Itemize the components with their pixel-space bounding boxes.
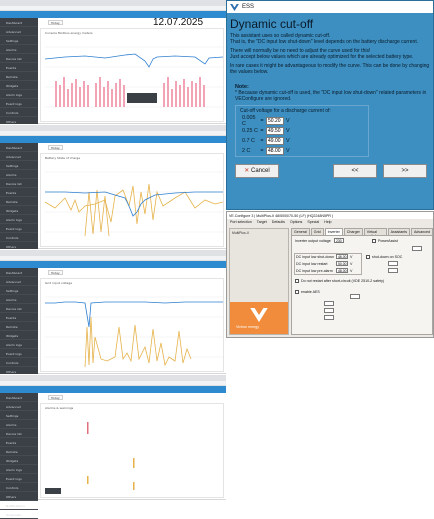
date-overlay: 12.07.2025: [153, 17, 204, 28]
cutoff-table-title: Cut-off voltage for a discharge current of:: [240, 108, 331, 114]
sidebar-item[interactable]: Alarms: [0, 170, 38, 179]
tab-charger[interactable]: Charger: [344, 228, 363, 240]
sidebar-item[interactable]: Dashboard: [0, 143, 38, 152]
aes-label: enable AES: [301, 290, 320, 294]
ess-intro-line: That is, the "DC input low shut-down" level depends on the battery discharge current.: [230, 39, 419, 45]
sidebar-item[interactable]: Settings: [0, 286, 38, 295]
victron-logo-icon: [230, 4, 239, 11]
energy-chart: [45, 37, 223, 119]
ess-intro-line: the values below.: [230, 69, 269, 75]
voltage-chart: [45, 287, 223, 369]
sidebar-item[interactable]: Widgets: [0, 331, 38, 340]
cutoff-voltage-input[interactable]: [266, 117, 284, 125]
no-restart-checkbox[interactable]: [295, 279, 299, 283]
aes-input-2[interactable]: [324, 301, 334, 306]
ess-intro-line: There will normally be no need to adjust the curve used for this!: [230, 48, 371, 54]
sidebar-item[interactable]: Event logs: [0, 224, 38, 233]
dc-shutdown-unit: V: [350, 255, 353, 259]
sidebar-item[interactable]: Device list: [0, 304, 38, 313]
sidebar-item[interactable]: Notifications: [0, 501, 38, 510]
sidebar-item[interactable]: Alarm logs: [0, 340, 38, 349]
output-voltage-input[interactable]: 230: [334, 238, 344, 243]
soc-chart: [45, 162, 223, 244]
vrm-content: [40, 395, 224, 498]
ve-configure-window: [226, 211, 434, 338]
sidebar-item[interactable]: Event logs: [0, 349, 38, 358]
device-panel: [229, 228, 289, 335]
dc-restart-label: DC input low restart: [296, 262, 328, 266]
chart-card: [40, 28, 224, 122]
sidebar-item[interactable]: Widgets: [0, 81, 38, 90]
cutoff-unit: V: [286, 137, 290, 144]
aes-input-4[interactable]: [324, 315, 334, 320]
ess-note-title: Note:: [235, 84, 249, 90]
sidebar-item[interactable]: Others: [0, 242, 38, 251]
menu-item[interactable]: Port selection: [230, 220, 252, 224]
cancel-button-label: Cancel: [251, 168, 270, 174]
powerassist-label: PowerAssist: [378, 239, 398, 243]
sidebar-item[interactable]: Alarm logs: [0, 90, 38, 99]
vrm-header: [0, 136, 226, 143]
sidebar-item[interactable]: Advanced: [0, 27, 38, 36]
tab-virtual-switch[interactable]: Virtual: [364, 228, 387, 240]
cutoff-voltage-input[interactable]: [266, 147, 284, 155]
sidebar-item[interactable]: Alarms: [0, 420, 38, 429]
sidebar-item[interactable]: Events: [0, 63, 38, 72]
vrm-header: [0, 386, 226, 393]
vrm-panel-soc: [0, 125, 226, 249]
vrm-content: [40, 20, 224, 122]
range-button[interactable]: Today: [48, 395, 63, 400]
sidebar-item[interactable]: Event logs: [0, 99, 38, 108]
menu-item[interactable]: Special: [307, 220, 320, 224]
soc-input-2[interactable]: [388, 268, 398, 273]
dc-prealarm-unit: V: [350, 269, 353, 273]
tab-inverter[interactable]: Inverter: [325, 228, 343, 240]
sidebar-item[interactable]: Remote: [0, 447, 38, 456]
vrm-sidebar: [0, 393, 38, 517]
sidebar-item[interactable]: Controls: [0, 233, 38, 242]
ess-intro-line: Just accept below values which are already optimized for the selected battery type.: [230, 54, 414, 60]
chart-title: Battery State of charge: [45, 156, 81, 160]
soc-shutdown-label: shut-down on SOC: [372, 255, 403, 259]
chart-title: Grid input voltage: [45, 281, 73, 285]
cutoff-voltage-input[interactable]: [266, 127, 284, 135]
sidebar-item[interactable]: Events: [0, 188, 38, 197]
blue-line: [45, 54, 223, 67]
sidebar-item[interactable]: Device list: [0, 54, 38, 63]
range-button[interactable]: Today: [48, 145, 63, 150]
menu-item[interactable]: Target: [256, 220, 267, 224]
range-button[interactable]: Today: [48, 20, 63, 25]
sidebar-item[interactable]: Controls: [0, 358, 38, 367]
chart-card: [40, 278, 224, 372]
ess-intro-line: This assistant uses so called dynamic cut-off.: [230, 33, 331, 39]
ess-window-title: ESS: [242, 4, 255, 10]
sidebar-item[interactable]: Advanced: [0, 152, 38, 161]
brand-banner: [230, 302, 288, 334]
cutoff-voltage-input[interactable]: [266, 137, 284, 145]
sidebar-item[interactable]: Remote: [0, 72, 38, 81]
cutoff-current: 0.25 C: [242, 127, 258, 134]
tooltip: [127, 93, 157, 103]
cutoff-row: [242, 136, 290, 145]
cancel-icon: ✕: [244, 168, 250, 174]
cutoff-current: 0.005 C: [242, 114, 256, 127]
dc-shutdown-label: DC input low shut-down: [296, 255, 334, 259]
soc-shutdown-checkbox[interactable]: [366, 255, 370, 259]
vrm-content: [40, 270, 224, 372]
ess-dialog: [226, 0, 434, 210]
alarm-chart: [45, 412, 223, 496]
sidebar-item[interactable]: Remote: [0, 197, 38, 206]
sidebar-item[interactable]: Device list: [0, 179, 38, 188]
victron-logo-icon: [250, 308, 268, 322]
sidebar-item[interactable]: Widgets: [0, 206, 38, 215]
aes-input-1[interactable]: [350, 294, 360, 299]
cutoff-unit: V: [286, 117, 290, 124]
vrm-content: [40, 145, 224, 247]
ess-heading: Dynamic cut-off: [230, 17, 314, 31]
menu-item[interactable]: Help: [324, 220, 332, 224]
sidebar-item[interactable]: Events: [0, 313, 38, 322]
sidebar-item[interactable]: Diagnostic: [0, 510, 38, 519]
sidebar-item[interactable]: Settings: [0, 36, 38, 45]
cutoff-row: [242, 116, 290, 125]
ve-configure-titlebar: VE.Configure 3 | MultiPlus-II 48/5000/70-50 (LF) (HQ2248N5PR ): [227, 212, 433, 219]
sidebar-item[interactable]: Alarms: [0, 45, 38, 54]
sidebar-item[interactable]: Others: [0, 492, 38, 501]
range-button[interactable]: Today: [48, 270, 63, 275]
cutoff-equals: =: [260, 117, 264, 124]
vrm-sidebar: [0, 268, 38, 374]
chart-card: [40, 403, 224, 498]
dc-restart-input[interactable]: 50.00: [338, 262, 347, 266]
powerassist-checkbox[interactable]: [372, 239, 376, 243]
sidebar-item[interactable]: Advanced: [0, 277, 38, 286]
next-button[interactable]: >>: [383, 164, 427, 178]
output-voltage-label: Inverter output voltage: [295, 239, 331, 243]
menu-item[interactable]: Options: [289, 220, 303, 224]
powerassist-value-input[interactable]: [412, 246, 422, 251]
sidebar-item[interactable]: Events: [0, 438, 38, 447]
cutoff-current: 0.7 C: [242, 137, 255, 144]
sidebar-item[interactable]: Device list: [0, 429, 38, 438]
orange-line: [45, 184, 223, 224]
cutoff-row: [242, 146, 290, 155]
sidebar-item[interactable]: Controls: [0, 483, 38, 492]
dc-shutdown-input[interactable]: 46.00: [338, 255, 347, 259]
cancel-button[interactable]: [235, 164, 279, 178]
sidebar-item[interactable]: Dashboard: [0, 393, 38, 402]
sidebar-item[interactable]: Settings: [0, 161, 38, 170]
sidebar-item[interactable]: Controls: [0, 108, 38, 117]
cutoff-unit: V: [286, 127, 290, 134]
sidebar-item[interactable]: Settings: [0, 411, 38, 420]
sidebar-item[interactable]: Alarm logs: [0, 465, 38, 474]
cutoff-row: [242, 126, 290, 135]
aes-input-3[interactable]: [324, 308, 334, 313]
ess-titlebar: [227, 1, 433, 13]
chart-card: [40, 153, 224, 247]
sidebar-item[interactable]: Event logs: [0, 474, 38, 483]
sidebar-item[interactable]: Widgets: [0, 456, 38, 465]
vrm-sidebar: [0, 18, 38, 124]
sidebar-item[interactable]: Remote: [0, 322, 38, 331]
soc-input-1[interactable]: [388, 261, 398, 266]
sidebar-item[interactable]: Alarm logs: [0, 215, 38, 224]
cutoff-equals: =: [260, 137, 264, 144]
vrm-panel-voltage: [0, 250, 226, 374]
sidebar-item[interactable]: Dashboard: [0, 268, 38, 277]
cutoff-unit: V: [286, 147, 290, 154]
ve-configure-menubar: [227, 219, 433, 225]
sidebar-item[interactable]: Others: [0, 367, 38, 376]
vrm-sidebar: [0, 143, 38, 249]
sidebar-item[interactable]: Alarms: [0, 295, 38, 304]
sidebar-item[interactable]: Dashboard: [0, 18, 38, 27]
aes-checkbox[interactable]: [295, 290, 299, 294]
tab-assistants[interactable]: Assistants: [388, 228, 410, 240]
blue-line: [45, 302, 223, 327]
menu-item[interactable]: Defaults: [271, 220, 285, 224]
dc-prealarm-input[interactable]: 48.00: [338, 269, 347, 273]
chart-title: Alarms & warnings: [45, 406, 74, 410]
device-label: MultiPlus-II: [232, 231, 249, 235]
cutoff-table: [235, 105, 369, 157]
cutoff-current: 2 C: [242, 147, 251, 154]
sidebar-item[interactable]: Others: [0, 117, 38, 126]
tab-general[interactable]: General: [291, 228, 310, 240]
back-button[interactable]: <<: [333, 164, 377, 178]
brand-text: Victron energy: [236, 325, 260, 329]
no-restart-label: Do not restart after short-circuit (VDE 2510-2 safety): [301, 279, 385, 283]
chart-title: Console Modbus energy meters: [45, 31, 93, 35]
dc-prealarm-label: DC input low pre-alarm: [296, 269, 333, 273]
cutoff-equals: =: [260, 127, 264, 134]
ess-note-body: * Because dynamic cut-off is used, the "DC input low shut-down" related parameters in VEConfigure are ignored.: [235, 90, 427, 102]
inverter-tab-body: [291, 235, 433, 335]
tab-advanced[interactable]: Advanced: [411, 228, 433, 240]
tab-grid[interactable]: Grid: [311, 228, 324, 240]
vrm-panel-alarms: [0, 375, 226, 517]
dc-restart-unit: V: [350, 262, 353, 266]
vrm-header: [0, 261, 226, 268]
cutoff-equals: =: [260, 147, 264, 154]
sidebar-item[interactable]: Advanced: [0, 402, 38, 411]
orange-line: [85, 317, 191, 367]
ess-intro-line: In rare cases it might be advantageous to modify the curve. This can be done by changing: [230, 63, 430, 69]
